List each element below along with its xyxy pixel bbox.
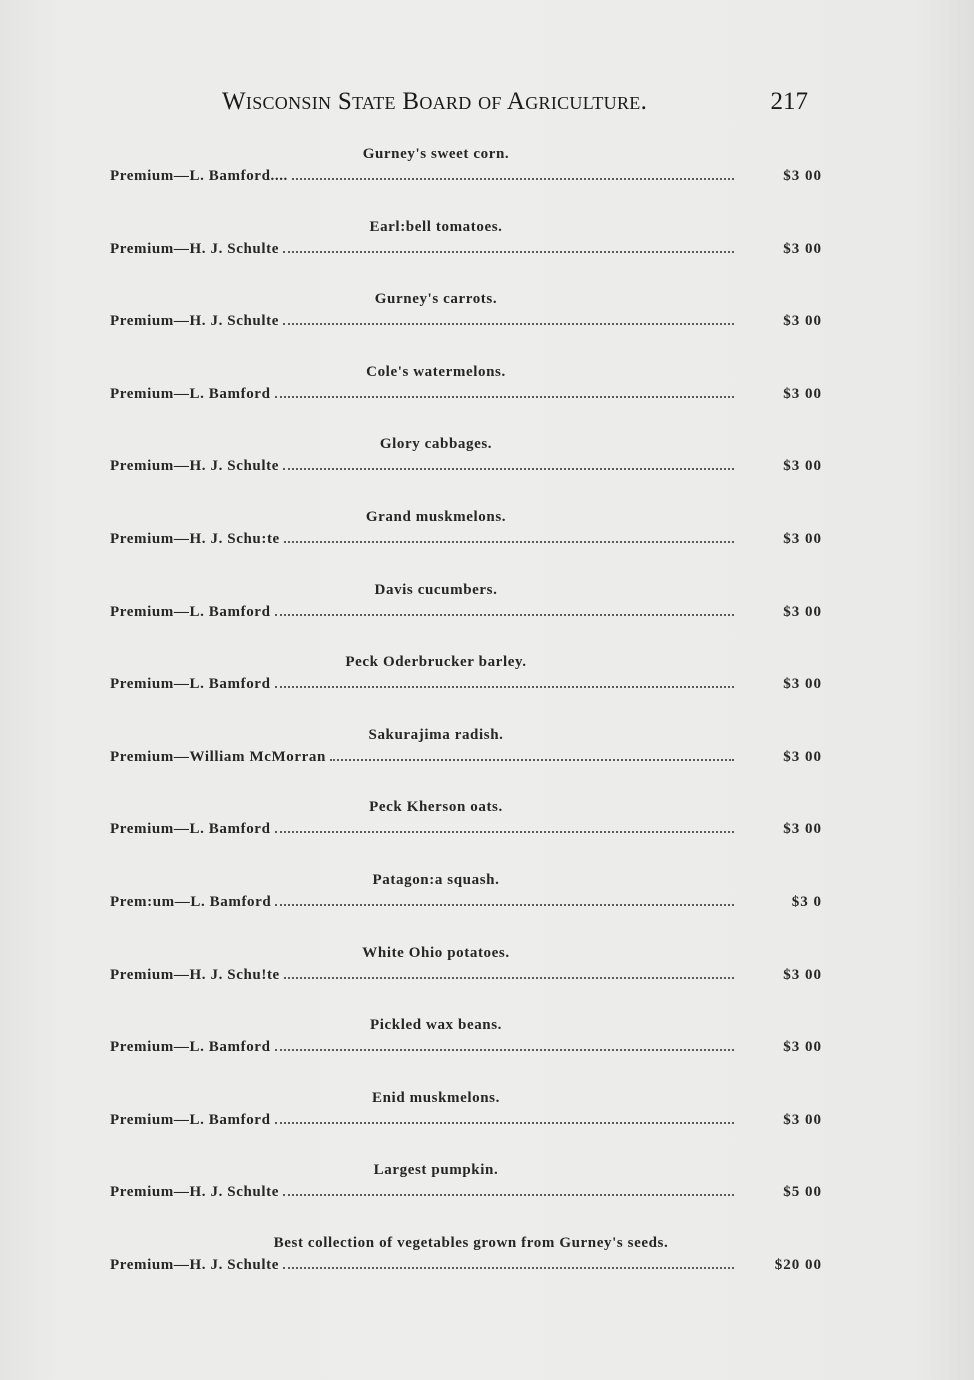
entry-line: [110, 384, 822, 404]
premium-entry: [110, 1090, 822, 1163]
entry-amount: $3 00: [783, 530, 822, 547]
premium-entry: [110, 727, 822, 800]
entry-title: Cole's watermelons.: [366, 363, 506, 380]
dot-leader: [275, 674, 734, 688]
dot-leader: [283, 1255, 734, 1269]
entry-award: Premium—L. Bamford: [110, 1111, 271, 1128]
entry-title: Glory cabbages.: [379, 436, 493, 453]
entry-line: [110, 1037, 822, 1057]
premium-entry: [110, 509, 822, 582]
entry-award: Premium—L. Bamford: [110, 1039, 271, 1056]
entry-amount: $3 00: [783, 1111, 822, 1128]
entry-amount: $3 00: [783, 1039, 822, 1056]
dot-leader: [283, 311, 734, 325]
entry-line: [110, 166, 822, 186]
entry-title: Pickled wax beans.: [369, 1017, 503, 1034]
premium-entry: [110, 872, 822, 945]
dot-leader: [284, 529, 734, 543]
entry-line: [110, 456, 822, 476]
entry-title: Grand muskmelons.: [365, 508, 507, 525]
entry-line: [110, 311, 822, 331]
premium-entry: [110, 291, 822, 364]
entry-line: [110, 1110, 822, 1130]
page-number: 217: [770, 88, 808, 115]
entry-award: Premium—L. Bamford: [110, 821, 271, 838]
entry-award: Premium—H. J. Schulte: [110, 458, 279, 475]
entry-line: [110, 1182, 822, 1202]
dot-leader: [283, 1182, 734, 1196]
entry-title: Patagon:a squash.: [372, 871, 500, 888]
dot-leader: [275, 384, 734, 398]
entry-award: Premium—H. J. Schulte: [110, 1184, 279, 1201]
entry-line: [110, 602, 822, 622]
entry-award: Premium—L. Bamford: [110, 385, 271, 402]
entry-amount: $3 00: [783, 313, 822, 330]
entry-line: [110, 674, 822, 694]
entry-award: Prem:um—L. Bamford: [110, 893, 272, 910]
entry-amount: $3 00: [783, 676, 822, 693]
premium-entry: [110, 1017, 822, 1090]
premium-entry: [110, 1162, 822, 1235]
premium-entry: [110, 146, 822, 219]
entry-title: Enid muskmelons.: [372, 1089, 500, 1106]
entry-award: Premium—L. Bamford....: [110, 168, 288, 184]
entry-award: Premium—L. Bamford: [110, 676, 271, 693]
entry-line: [110, 1255, 822, 1275]
premium-entry: [110, 582, 822, 655]
entry-title: Peck Kherson oats.: [369, 799, 503, 816]
entry-line: [110, 965, 822, 985]
premium-entry: [110, 436, 822, 509]
page-title: Wisconsin State Board of Agriculture.: [222, 88, 648, 115]
entry-amount: $3 00: [783, 458, 822, 475]
entry-line: [110, 529, 822, 549]
dot-leader: [292, 166, 734, 180]
entry-line: [110, 819, 822, 839]
entry-title: Sakurajima radish.: [368, 726, 504, 743]
entry-title: Earl:bell tomatoes.: [369, 218, 503, 235]
dot-leader: [275, 892, 734, 906]
premium-entry: [110, 219, 822, 292]
dot-leader: [283, 239, 734, 253]
dot-leader: [275, 1037, 734, 1051]
entry-amount: $3 00: [783, 603, 822, 620]
entry-title: Gurney's sweet corn.: [362, 146, 510, 162]
entry-amount: $3 00: [783, 748, 822, 765]
entry-amount: $5 00: [783, 1184, 822, 1201]
dot-leader: [283, 456, 734, 470]
premium-entry: [110, 945, 822, 1018]
entry-title: Peck Oderbrucker barley.: [345, 654, 527, 671]
premium-entry: [110, 364, 822, 437]
entry-line: [110, 747, 822, 767]
entry-award: Premium—H. J. Schu!te: [110, 966, 280, 983]
entry-award: Premium—William McMorran: [110, 748, 326, 765]
entry-amount: $20 00: [774, 1256, 822, 1273]
dot-leader: [275, 602, 734, 616]
entry-amount: $3 00: [783, 240, 822, 257]
entry-line: [110, 239, 822, 259]
premium-list: [110, 146, 822, 1308]
entry-amount: $3 00: [783, 966, 822, 983]
premium-entry: [110, 1235, 822, 1308]
entry-amount: $3 00: [783, 168, 822, 184]
entry-title: Best collection of vegetables grown from Gurney's seeds.: [273, 1234, 669, 1251]
entry-amount: $3 0: [791, 893, 822, 910]
entry-title: Davis cucumbers.: [374, 581, 498, 598]
dot-leader: [275, 819, 734, 833]
entry-award: Premium—H. J. Schu:te: [110, 530, 280, 547]
entry-amount: $3 00: [783, 821, 822, 838]
entry-award: Premium—H. J. Schulte: [110, 313, 279, 330]
entry-title: Gurney's carrots.: [374, 291, 498, 308]
dot-leader: [284, 965, 734, 979]
premium-entry: [110, 799, 822, 872]
entry-title: Largest pumpkin.: [373, 1162, 499, 1179]
running-head: [222, 88, 812, 122]
premium-entry: [110, 654, 822, 727]
entry-amount: $3 00: [783, 385, 822, 402]
entry-award: Premium—H. J. Schulte: [110, 240, 279, 257]
entry-award: Premium—H. J. Schulte: [110, 1256, 279, 1273]
entry-title: White Ohio potatoes.: [362, 944, 510, 961]
dot-leader: [275, 1110, 734, 1124]
entry-line: [110, 892, 822, 912]
dot-leader: [330, 747, 734, 761]
entry-award: Premium—L. Bamford: [110, 603, 271, 620]
